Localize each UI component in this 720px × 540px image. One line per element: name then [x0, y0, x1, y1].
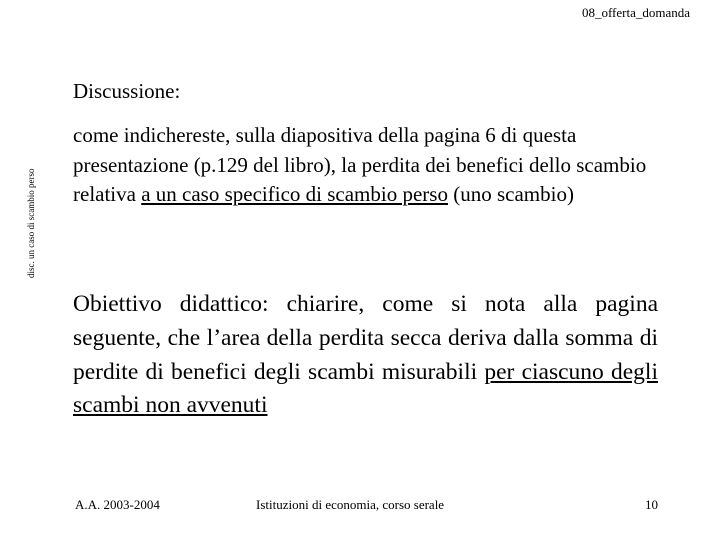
footer-course: Istituzioni di economia, corso serale	[256, 497, 445, 512]
footer-page-number: 10	[645, 497, 658, 512]
goal-paragraph	[73, 288, 658, 423]
footer-year: A.A. 2003-2004	[75, 497, 160, 512]
question-text-part2: (uno scambio)	[447, 182, 574, 206]
goal-text: Obiettivo didattico: chiarire, come si nota alla pagina seguente, che l’area della perdita secca deriva dalla somma di perdite di benefici degli scambi misurabili	[73, 291, 658, 385]
side-label: disc. un caso di scambio perso	[26, 168, 36, 278]
goal-underlined-text: per ciascuno degli scambi non avvenuti	[73, 358, 658, 419]
question-underlined-text: a un caso specifico di scambio perso	[141, 182, 448, 206]
question-paragraph	[73, 121, 673, 210]
question-text-part1: come indichereste, sulla diapositiva della pagina 6 di questa presentazione (p.129 del libro), la perdita dei benefici dello scambio relativa	[73, 123, 647, 206]
file-label: 08_offerta_domanda	[581, 5, 690, 20]
slide-heading: Discussione:	[73, 79, 181, 103]
